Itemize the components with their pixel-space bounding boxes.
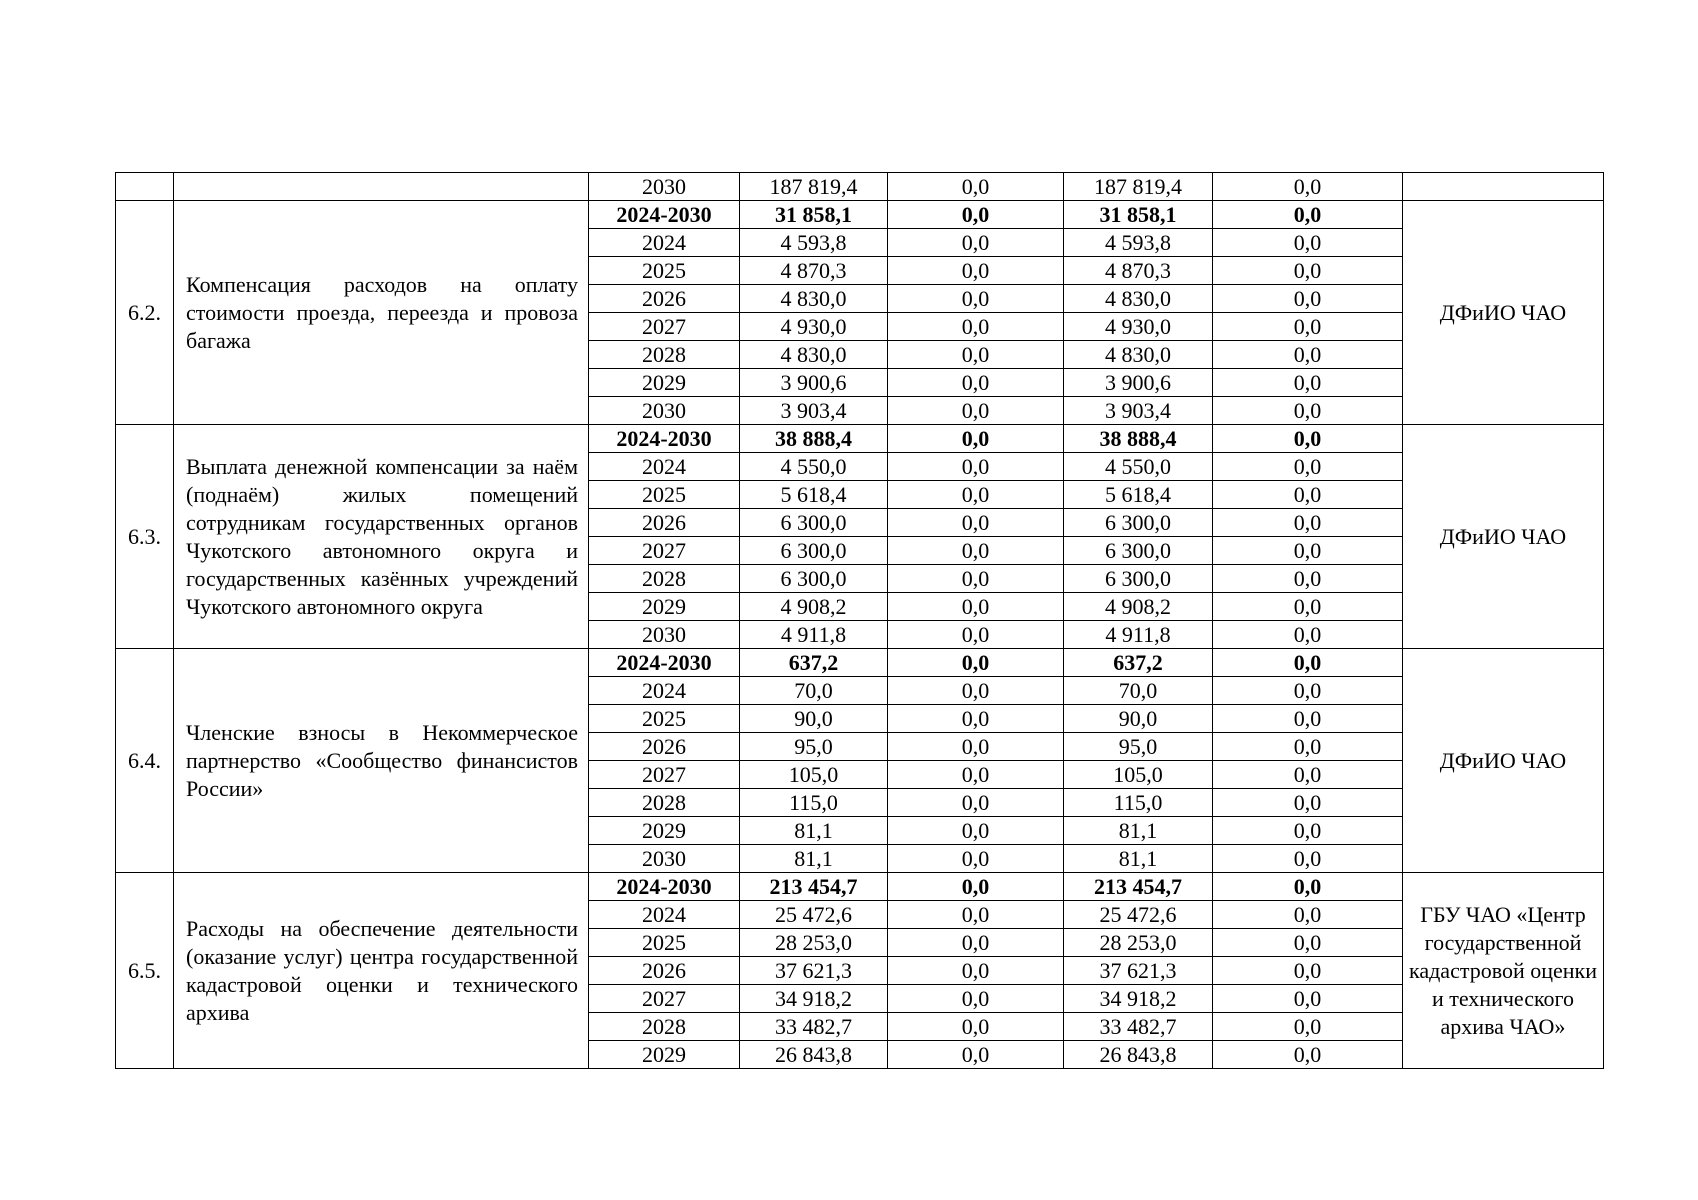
section-executor: ДФиИО ЧАО bbox=[1403, 649, 1604, 873]
table-row bbox=[116, 873, 1604, 901]
other-sources-cell: 0,0 bbox=[1213, 957, 1403, 985]
regional-budget-cell: 81,1 bbox=[1064, 845, 1213, 873]
year-cell: 2024-2030 bbox=[589, 425, 740, 453]
total-cell: 115,0 bbox=[740, 789, 888, 817]
total-cell: 38 888,4 bbox=[740, 425, 888, 453]
regional-budget-cell: 38 888,4 bbox=[1064, 425, 1213, 453]
federal-budget-cell: 0,0 bbox=[888, 621, 1064, 649]
other-sources-cell: 0,0 bbox=[1213, 257, 1403, 285]
other-sources-cell: 0,0 bbox=[1213, 789, 1403, 817]
regional-budget-cell: 4 550,0 bbox=[1064, 453, 1213, 481]
total-cell: 187 819,4 bbox=[740, 173, 888, 201]
federal-budget-cell: 0,0 bbox=[888, 845, 1064, 873]
section-description: Компенсация расходов на оплату стоимости проезда, переезда и провоза багажа bbox=[174, 201, 589, 425]
other-sources-cell: 0,0 bbox=[1213, 313, 1403, 341]
regional-budget-cell: 26 843,8 bbox=[1064, 1041, 1213, 1069]
total-cell: 4 930,0 bbox=[740, 313, 888, 341]
federal-budget-cell: 0,0 bbox=[888, 341, 1064, 369]
total-cell: 26 843,8 bbox=[740, 1041, 888, 1069]
federal-budget-cell: 0,0 bbox=[888, 509, 1064, 537]
regional-budget-cell: 105,0 bbox=[1064, 761, 1213, 789]
table-row bbox=[116, 173, 1604, 201]
other-sources-cell: 0,0 bbox=[1213, 229, 1403, 257]
year-cell: 2027 bbox=[589, 985, 740, 1013]
other-sources-cell: 0,0 bbox=[1213, 425, 1403, 453]
other-sources-cell: 0,0 bbox=[1213, 537, 1403, 565]
federal-budget-cell: 0,0 bbox=[888, 817, 1064, 845]
table-body bbox=[116, 173, 1604, 1069]
year-cell: 2029 bbox=[589, 817, 740, 845]
other-sources-cell: 0,0 bbox=[1213, 1041, 1403, 1069]
other-sources-cell: 0,0 bbox=[1213, 173, 1403, 201]
other-sources-cell: 0,0 bbox=[1213, 341, 1403, 369]
other-sources-cell: 0,0 bbox=[1213, 369, 1403, 397]
year-cell: 2030 bbox=[589, 173, 740, 201]
total-cell: 3 903,4 bbox=[740, 397, 888, 425]
total-cell: 4 908,2 bbox=[740, 593, 888, 621]
total-cell: 4 550,0 bbox=[740, 453, 888, 481]
other-sources-cell: 0,0 bbox=[1213, 929, 1403, 957]
year-cell: 2029 bbox=[589, 369, 740, 397]
federal-budget-cell: 0,0 bbox=[888, 761, 1064, 789]
section-executor: ДФиИО ЧАО bbox=[1403, 201, 1604, 425]
regional-budget-cell: 213 454,7 bbox=[1064, 873, 1213, 901]
federal-budget-cell: 0,0 bbox=[888, 481, 1064, 509]
total-cell: 25 472,6 bbox=[740, 901, 888, 929]
section-number: 6.3. bbox=[116, 425, 174, 649]
regional-budget-cell: 31 858,1 bbox=[1064, 201, 1213, 229]
table-row bbox=[116, 201, 1604, 229]
section-executor: ДФиИО ЧАО bbox=[1403, 425, 1604, 649]
federal-budget-cell: 0,0 bbox=[888, 593, 1064, 621]
federal-budget-cell: 0,0 bbox=[888, 789, 1064, 817]
other-sources-cell: 0,0 bbox=[1213, 705, 1403, 733]
other-sources-cell: 0,0 bbox=[1213, 621, 1403, 649]
other-sources-cell: 0,0 bbox=[1213, 285, 1403, 313]
regional-budget-cell: 6 300,0 bbox=[1064, 565, 1213, 593]
regional-budget-cell: 70,0 bbox=[1064, 677, 1213, 705]
regional-budget-cell: 115,0 bbox=[1064, 789, 1213, 817]
year-cell: 2024 bbox=[589, 677, 740, 705]
year-cell: 2027 bbox=[589, 761, 740, 789]
total-cell: 37 621,3 bbox=[740, 957, 888, 985]
federal-budget-cell: 0,0 bbox=[888, 201, 1064, 229]
year-cell: 2028 bbox=[589, 789, 740, 817]
total-cell: 6 300,0 bbox=[740, 509, 888, 537]
other-sources-cell: 0,0 bbox=[1213, 593, 1403, 621]
description-cell bbox=[174, 173, 589, 201]
federal-budget-cell: 0,0 bbox=[888, 929, 1064, 957]
regional-budget-cell: 4 911,8 bbox=[1064, 621, 1213, 649]
total-cell: 81,1 bbox=[740, 817, 888, 845]
federal-budget-cell: 0,0 bbox=[888, 425, 1064, 453]
regional-budget-cell: 33 482,7 bbox=[1064, 1013, 1213, 1041]
year-cell: 2025 bbox=[589, 705, 740, 733]
year-cell: 2024-2030 bbox=[589, 649, 740, 677]
executor-cell bbox=[1403, 173, 1604, 201]
table-row bbox=[116, 425, 1604, 453]
regional-budget-cell: 37 621,3 bbox=[1064, 957, 1213, 985]
regional-budget-cell: 6 300,0 bbox=[1064, 537, 1213, 565]
section-description: Выплата денежной компенсации за наём (поднаём) жилых помещений сотрудникам государственных органов Чукотского автономного округа и государственных казённых учреждений Чукотского автономного округа bbox=[174, 425, 589, 649]
other-sources-cell: 0,0 bbox=[1213, 733, 1403, 761]
federal-budget-cell: 0,0 bbox=[888, 453, 1064, 481]
federal-budget-cell: 0,0 bbox=[888, 397, 1064, 425]
total-cell: 4 593,8 bbox=[740, 229, 888, 257]
federal-budget-cell: 0,0 bbox=[888, 537, 1064, 565]
total-cell: 90,0 bbox=[740, 705, 888, 733]
other-sources-cell: 0,0 bbox=[1213, 453, 1403, 481]
other-sources-cell: 0,0 bbox=[1213, 649, 1403, 677]
other-sources-cell: 0,0 bbox=[1213, 817, 1403, 845]
total-cell: 4 911,8 bbox=[740, 621, 888, 649]
federal-budget-cell: 0,0 bbox=[888, 1013, 1064, 1041]
year-cell: 2030 bbox=[589, 397, 740, 425]
year-cell: 2027 bbox=[589, 313, 740, 341]
total-cell: 81,1 bbox=[740, 845, 888, 873]
section-description: Членские взносы в Некоммерческое партнерство «Сообщество финансистов России» bbox=[174, 649, 589, 873]
total-cell: 4 870,3 bbox=[740, 257, 888, 285]
regional-budget-cell: 95,0 bbox=[1064, 733, 1213, 761]
regional-budget-cell: 81,1 bbox=[1064, 817, 1213, 845]
total-cell: 31 858,1 bbox=[740, 201, 888, 229]
regional-budget-cell: 3 903,4 bbox=[1064, 397, 1213, 425]
regional-budget-cell: 90,0 bbox=[1064, 705, 1213, 733]
regional-budget-cell: 3 900,6 bbox=[1064, 369, 1213, 397]
total-cell: 213 454,7 bbox=[740, 873, 888, 901]
other-sources-cell: 0,0 bbox=[1213, 201, 1403, 229]
federal-budget-cell: 0,0 bbox=[888, 369, 1064, 397]
federal-budget-cell: 0,0 bbox=[888, 257, 1064, 285]
federal-budget-cell: 0,0 bbox=[888, 565, 1064, 593]
other-sources-cell: 0,0 bbox=[1213, 901, 1403, 929]
total-cell: 4 830,0 bbox=[740, 341, 888, 369]
regional-budget-cell: 187 819,4 bbox=[1064, 173, 1213, 201]
table-row bbox=[116, 649, 1604, 677]
regional-budget-cell: 4 830,0 bbox=[1064, 341, 1213, 369]
federal-budget-cell: 0,0 bbox=[888, 705, 1064, 733]
num-cell bbox=[116, 173, 174, 201]
other-sources-cell: 0,0 bbox=[1213, 1013, 1403, 1041]
federal-budget-cell: 0,0 bbox=[888, 229, 1064, 257]
total-cell: 95,0 bbox=[740, 733, 888, 761]
year-cell: 2025 bbox=[589, 481, 740, 509]
total-cell: 6 300,0 bbox=[740, 537, 888, 565]
other-sources-cell: 0,0 bbox=[1213, 677, 1403, 705]
regional-budget-cell: 637,2 bbox=[1064, 649, 1213, 677]
year-cell: 2029 bbox=[589, 1041, 740, 1069]
total-cell: 4 830,0 bbox=[740, 285, 888, 313]
section-number: 6.5. bbox=[116, 873, 174, 1069]
year-cell: 2026 bbox=[589, 285, 740, 313]
federal-budget-cell: 0,0 bbox=[888, 649, 1064, 677]
federal-budget-cell: 0,0 bbox=[888, 313, 1064, 341]
federal-budget-cell: 0,0 bbox=[888, 173, 1064, 201]
regional-budget-cell: 4 593,8 bbox=[1064, 229, 1213, 257]
total-cell: 34 918,2 bbox=[740, 985, 888, 1013]
year-cell: 2026 bbox=[589, 733, 740, 761]
year-cell: 2028 bbox=[589, 341, 740, 369]
federal-budget-cell: 0,0 bbox=[888, 873, 1064, 901]
other-sources-cell: 0,0 bbox=[1213, 565, 1403, 593]
federal-budget-cell: 0,0 bbox=[888, 901, 1064, 929]
year-cell: 2030 bbox=[589, 621, 740, 649]
total-cell: 33 482,7 bbox=[740, 1013, 888, 1041]
section-description: Расходы на обеспечение деятельности (оказание услуг) центра государственной кадастровой оценки и технического архива bbox=[174, 873, 589, 1069]
total-cell: 6 300,0 bbox=[740, 565, 888, 593]
federal-budget-cell: 0,0 bbox=[888, 677, 1064, 705]
total-cell: 105,0 bbox=[740, 761, 888, 789]
federal-budget-cell: 0,0 bbox=[888, 957, 1064, 985]
total-cell: 3 900,6 bbox=[740, 369, 888, 397]
year-cell: 2024 bbox=[589, 901, 740, 929]
total-cell: 637,2 bbox=[740, 649, 888, 677]
federal-budget-cell: 0,0 bbox=[888, 285, 1064, 313]
total-cell: 5 618,4 bbox=[740, 481, 888, 509]
year-cell: 2028 bbox=[589, 565, 740, 593]
section-executor: ГБУ ЧАО «Центр государственной кадастровой оценки и технического архива ЧАО» bbox=[1403, 873, 1604, 1069]
other-sources-cell: 0,0 bbox=[1213, 509, 1403, 537]
year-cell: 2026 bbox=[589, 509, 740, 537]
regional-budget-cell: 28 253,0 bbox=[1064, 929, 1213, 957]
regional-budget-cell: 25 472,6 bbox=[1064, 901, 1213, 929]
year-cell: 2028 bbox=[589, 1013, 740, 1041]
other-sources-cell: 0,0 bbox=[1213, 985, 1403, 1013]
section-number: 6.4. bbox=[116, 649, 174, 873]
other-sources-cell: 0,0 bbox=[1213, 761, 1403, 789]
year-cell: 2024-2030 bbox=[589, 873, 740, 901]
regional-budget-cell: 5 618,4 bbox=[1064, 481, 1213, 509]
year-cell: 2029 bbox=[589, 593, 740, 621]
regional-budget-cell: 4 870,3 bbox=[1064, 257, 1213, 285]
year-cell: 2024 bbox=[589, 453, 740, 481]
regional-budget-cell: 6 300,0 bbox=[1064, 509, 1213, 537]
year-cell: 2025 bbox=[589, 929, 740, 957]
federal-budget-cell: 0,0 bbox=[888, 985, 1064, 1013]
other-sources-cell: 0,0 bbox=[1213, 397, 1403, 425]
total-cell: 28 253,0 bbox=[740, 929, 888, 957]
federal-budget-cell: 0,0 bbox=[888, 1041, 1064, 1069]
regional-budget-cell: 4 830,0 bbox=[1064, 285, 1213, 313]
year-cell: 2027 bbox=[589, 537, 740, 565]
regional-budget-cell: 4 908,2 bbox=[1064, 593, 1213, 621]
section-number: 6.2. bbox=[116, 201, 174, 425]
year-cell: 2024 bbox=[589, 229, 740, 257]
other-sources-cell: 0,0 bbox=[1213, 873, 1403, 901]
regional-budget-cell: 34 918,2 bbox=[1064, 985, 1213, 1013]
year-cell: 2025 bbox=[589, 257, 740, 285]
other-sources-cell: 0,0 bbox=[1213, 481, 1403, 509]
budget-table bbox=[115, 172, 1604, 1069]
regional-budget-cell: 4 930,0 bbox=[1064, 313, 1213, 341]
year-cell: 2030 bbox=[589, 845, 740, 873]
federal-budget-cell: 0,0 bbox=[888, 733, 1064, 761]
year-cell: 2026 bbox=[589, 957, 740, 985]
total-cell: 70,0 bbox=[740, 677, 888, 705]
year-cell: 2024-2030 bbox=[589, 201, 740, 229]
other-sources-cell: 0,0 bbox=[1213, 845, 1403, 873]
